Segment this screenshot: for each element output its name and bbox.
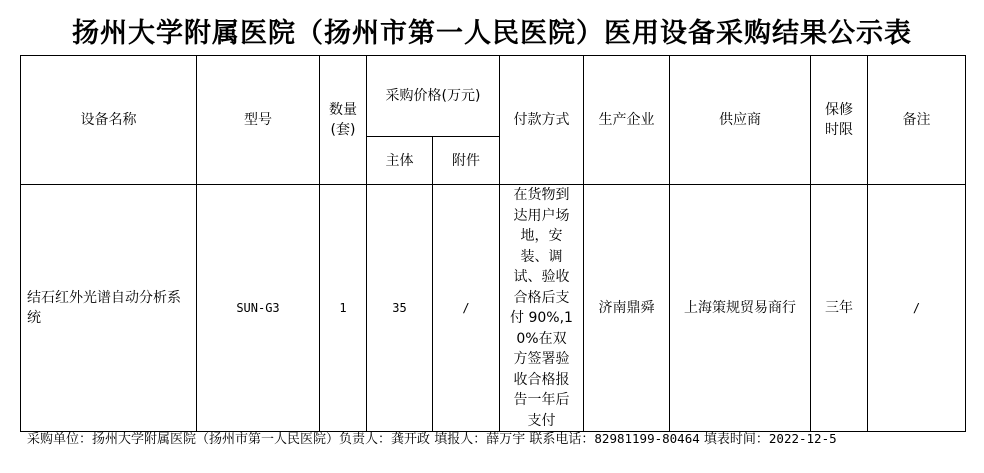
footer-info: [27, 430, 837, 449]
header-purchase-price: 采购价格(万元): [367, 56, 500, 137]
phone-label: 联系电话：: [529, 432, 595, 447]
cell-price-attachment: /: [433, 185, 500, 432]
cell-model: SUN-G3: [197, 185, 320, 432]
cell-payment-method: [500, 185, 584, 432]
phone-value: 82981199-80464: [594, 431, 700, 446]
purchaser-value: 扬州大学附属医院（扬州市第一人民医院）: [92, 432, 340, 447]
header-manufacturer: 生产企业: [584, 56, 670, 185]
page-title: 扬州大学附属医院（扬州市第一人民医院）医用设备采购结果公示表: [72, 18, 912, 49]
header-quantity-text: 数量 (套): [329, 102, 357, 138]
header-remarks: 备注: [868, 56, 966, 185]
responsible-label: 负责人：: [339, 432, 392, 447]
cell-price-main: 35: [367, 185, 433, 432]
table-row: [21, 185, 966, 432]
cell-supplier: 上海策规贸易商行: [670, 185, 811, 432]
cell-manufacturer: 济南鼎舜: [584, 185, 670, 432]
procurement-result-table: [20, 55, 966, 432]
cell-device-name: 结石红外光谱自动分析系统: [21, 185, 197, 432]
header-quantity: [320, 56, 367, 185]
header-price-attachment: 附件: [433, 137, 500, 185]
filler-label: 填报人：: [434, 432, 487, 447]
header-warranty-text: 保修 时限: [825, 102, 853, 138]
header-device-name: 设备名称: [21, 56, 197, 185]
filler-value: 薛万宇: [486, 432, 526, 447]
cell-remarks: /: [868, 185, 966, 432]
payment-method-text: 在货物到达用户场地，安装、调试、验收合格后支付 90%,10%在双方签署验收合格报告一年后支付: [510, 187, 573, 429]
header-price-main: 主体: [367, 137, 433, 185]
date-value: 2022-12-5: [768, 431, 837, 446]
date-label: 填表时间：: [703, 432, 769, 447]
purchaser-label: 采购单位：: [27, 432, 93, 447]
cell-quantity: 1: [320, 185, 367, 432]
header-warranty: [811, 56, 868, 185]
header-model: 型号: [197, 56, 320, 185]
header-payment-method: 付款方式: [500, 56, 584, 185]
cell-warranty: 三年: [811, 185, 868, 432]
responsible-value: 龚开政: [391, 432, 431, 447]
header-supplier: 供应商: [670, 56, 811, 185]
